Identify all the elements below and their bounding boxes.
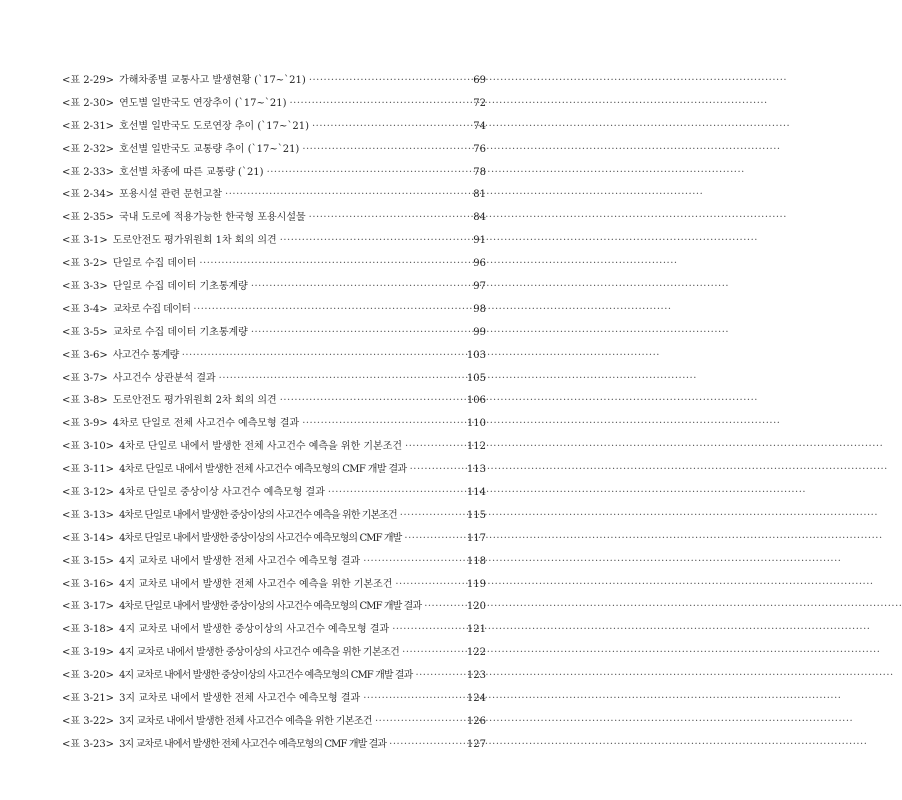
page-number: 74	[473, 120, 486, 132]
toc-entry[interactable]	[62, 437, 486, 460]
toc-entry[interactable]	[62, 689, 486, 712]
dot-leader	[410, 464, 464, 475]
table-title: 국내 도로에 적용가능한 한국형 포용시설물	[119, 212, 306, 224]
table-label: <표 2-31>	[62, 120, 115, 132]
dot-leader	[405, 441, 464, 452]
dot-leader	[415, 670, 463, 681]
toc-entry[interactable]	[62, 552, 486, 575]
dot-leader	[182, 350, 464, 361]
page-number: 121	[466, 624, 486, 636]
table-label: <표 3-11>	[62, 464, 115, 476]
toc-entry[interactable]	[62, 254, 486, 277]
page-number: 78	[473, 166, 486, 178]
table-title: 4차로 단일로 내에서 발생한 중상이상의 사고건수 예측모형의 CMF 개발	[119, 532, 402, 544]
toc-entry[interactable]	[62, 277, 486, 300]
toc-entry[interactable]	[62, 506, 486, 529]
table-label: <표 3-17>	[62, 601, 115, 613]
table-title: 4지 교차로 내에서 발생한 전체 사고건수 예측모형 결과	[119, 555, 361, 567]
table-label: <표 3-8>	[62, 395, 108, 407]
page-number: 117	[466, 532, 486, 544]
table-label: <표 3-16>	[62, 578, 115, 590]
table-title: 4지 교차로 내에서 발생한 중상이상의 사고건수 예측을 위한 기본조건	[119, 647, 400, 659]
page-number: 97	[473, 281, 486, 293]
page-number: 120	[466, 601, 486, 613]
toc-entry[interactable]	[62, 369, 486, 392]
dot-leader	[219, 373, 464, 384]
table-label: <표 3-6>	[62, 349, 108, 361]
table-title: 4차로 단일로 전체 사고건수 예측모형 결과	[112, 418, 300, 430]
page-number: 126	[466, 715, 486, 727]
page-number: 113	[466, 464, 486, 476]
table-label: <표 2-33>	[62, 166, 115, 178]
page-number: 103	[466, 349, 486, 361]
table-title: 4차로 단일로 내에서 발생한 전체 사고건수 예측모형의 CMF 개발 결과	[119, 464, 407, 476]
table-label: <표 3-2>	[62, 258, 108, 270]
dot-leader	[404, 533, 464, 544]
dot-leader	[363, 693, 464, 704]
table-title: 4지 교차로 내에서 발생한 중상이상의 사고건수 예측모형 결과	[119, 624, 390, 636]
dot-leader	[280, 235, 469, 246]
table-title: 3지 교차로 내에서 발생한 전체 사고건수 예측모형의 CMF 개발 결과	[119, 738, 387, 750]
page-number: 114	[466, 487, 486, 499]
table-title: 사고건수 통계량	[112, 349, 179, 361]
table-label: <표 3-18>	[62, 624, 115, 636]
dot-leader	[193, 304, 469, 315]
dot-leader	[402, 647, 464, 658]
page-number: 119	[466, 578, 486, 590]
table-label: <표 3-4>	[62, 303, 108, 315]
table-title: 호선별 차종에 따른 교통량 (`21)	[119, 166, 264, 178]
table-title: 단일로 수집 데이터	[112, 258, 197, 270]
toc-entry[interactable]	[62, 575, 486, 598]
page-number: 115	[466, 509, 486, 521]
dot-leader	[309, 75, 469, 86]
dot-leader	[251, 281, 469, 292]
toc-entry[interactable]	[62, 483, 486, 506]
dot-leader	[290, 98, 470, 109]
toc-entry[interactable]	[62, 117, 486, 140]
table-label: <표 3-3>	[62, 281, 108, 293]
page-number: 106	[466, 395, 486, 407]
page-number: 127	[466, 738, 486, 750]
table-title: 4차로 단일로 내에서 발생한 중상이상의 사고건수 예측모형의 CMF 개발 결과	[119, 601, 422, 613]
table-label: <표 3-13>	[62, 509, 115, 521]
page-number: 84	[473, 212, 486, 224]
dot-leader	[251, 327, 469, 338]
table-label: <표 3-20>	[62, 670, 115, 682]
dot-leader	[199, 258, 469, 269]
toc-entry[interactable]	[62, 666, 486, 689]
table-title: 4차로 단일로 내에서 발생한 중상이상의 사고건수 예측을 위한 기본조건	[119, 509, 397, 521]
table-title: 사고건수 상관분석 결과	[112, 372, 216, 384]
table-title: 3지 교차로 내에서 발생한 전체 사고건수 예측을 위한 기본조건	[119, 715, 372, 727]
table-label: <표 3-5>	[62, 326, 108, 338]
page-number: 124	[466, 693, 486, 705]
toc-entry[interactable]	[62, 620, 486, 643]
table-title: 4지 교차로 내에서 발생한 중상이상의 사고건수 예측모형의 CMF 개발 결과	[119, 670, 413, 682]
dot-leader	[400, 510, 464, 521]
page-number: 105	[466, 372, 486, 384]
page-number: 69	[473, 75, 486, 86]
page-number: 99	[473, 326, 486, 338]
toc-entry[interactable]	[62, 643, 486, 666]
table-title: 도로안전도 평가위원회 1차 회의 의견	[112, 235, 277, 247]
table-label: <표 2-29>	[62, 75, 115, 86]
table-label: <표 3-19>	[62, 647, 115, 659]
toc-entry[interactable]	[62, 71, 486, 94]
dot-leader	[363, 556, 464, 567]
table-label: <표 3-12>	[62, 487, 115, 499]
table-label: <표 3-15>	[62, 555, 115, 567]
dot-leader	[280, 395, 464, 406]
table-label: <표 3-1>	[62, 235, 108, 247]
toc-entry[interactable]	[62, 414, 486, 437]
page-number: 91	[473, 235, 486, 247]
table-of-tables	[62, 71, 486, 758]
toc-entry[interactable]	[62, 346, 486, 369]
page-number: 76	[473, 143, 486, 155]
page-number: 122	[466, 647, 486, 659]
page-number: 123	[466, 670, 486, 682]
dot-leader	[312, 121, 469, 132]
page-number: 110	[466, 418, 486, 430]
table-label: <표 3-10>	[62, 441, 115, 453]
table-title: 포용시설 관련 문헌고찰	[119, 189, 223, 201]
page-number: 112	[466, 441, 486, 453]
toc-entry[interactable]	[62, 391, 486, 414]
dot-leader	[225, 189, 469, 200]
table-label: <표 2-32>	[62, 143, 115, 155]
toc-entry[interactable]	[62, 597, 486, 620]
table-title: 4차로 단일로 내에서 발생한 전체 사고건수 예측을 위한 기본조건	[119, 441, 403, 453]
table-label: <표 3-23>	[62, 738, 115, 750]
table-title: 단일로 수집 데이터 기초통계량	[112, 281, 248, 293]
toc-entry[interactable]	[62, 140, 486, 163]
table-title: 도로안전도 평가위원회 2차 회의 의견	[112, 395, 277, 407]
table-label: <표 3-9>	[62, 418, 108, 430]
table-title: 3지 교차로 내에서 발생한 전체 사고건수 예측모형 결과	[119, 693, 361, 705]
page-number: 96	[473, 258, 486, 270]
dot-leader	[302, 418, 464, 429]
dot-leader	[389, 739, 464, 750]
toc-entry[interactable]	[62, 323, 486, 346]
toc-entry[interactable]	[62, 529, 486, 552]
toc-entry[interactable]	[62, 208, 486, 231]
page-number: 81	[473, 189, 486, 201]
toc-entry[interactable]	[62, 460, 486, 483]
toc-entry[interactable]	[62, 300, 486, 323]
table-label: <표 2-30>	[62, 97, 115, 109]
toc-entry[interactable]	[62, 231, 486, 254]
dot-leader	[395, 579, 464, 590]
page-number: 72	[473, 97, 486, 109]
toc-entry[interactable]	[62, 185, 486, 208]
table-title: 4차로 단일로 중상이상 사고건수 예측모형 결과	[119, 487, 325, 499]
page-number: 98	[473, 303, 486, 315]
dot-leader	[267, 167, 469, 178]
table-title: 연도별 일반국도 연장추이 (`17~`21)	[119, 97, 287, 109]
toc-entry[interactable]	[62, 94, 486, 117]
table-title: 교차로 수집 데이터 기초통계량	[112, 326, 248, 338]
table-label: <표 2-34>	[62, 189, 115, 201]
table-title: 가해차종별 교통사고 발생현황 (`17~`21)	[119, 75, 306, 86]
table-label: <표 3-22>	[62, 715, 115, 727]
table-title: 교차로 수집 데이터	[112, 303, 191, 315]
toc-entry[interactable]	[62, 163, 486, 186]
table-label: <표 3-7>	[62, 372, 108, 384]
table-label: <표 3-21>	[62, 693, 115, 705]
table-title: 호선별 일반국도 도로연장 추이 (`17~`21)	[119, 120, 309, 132]
table-title: 호선별 일반국도 교통량 추이 (`17~`21)	[119, 143, 300, 155]
dot-leader	[392, 624, 464, 635]
dot-leader	[309, 212, 469, 223]
table-label: <표 3-14>	[62, 532, 115, 544]
toc-entry[interactable]	[62, 735, 486, 758]
table-label: <표 2-35>	[62, 212, 115, 224]
page-number: 118	[466, 555, 486, 567]
dot-leader	[328, 487, 464, 498]
dot-leader	[424, 601, 464, 612]
dot-leader	[302, 144, 469, 155]
dot-leader	[375, 716, 464, 727]
toc-entry[interactable]	[62, 712, 486, 735]
table-title: 4지 교차로 내에서 발생한 전체 사고건수 예측을 위한 기본조건	[119, 578, 393, 590]
